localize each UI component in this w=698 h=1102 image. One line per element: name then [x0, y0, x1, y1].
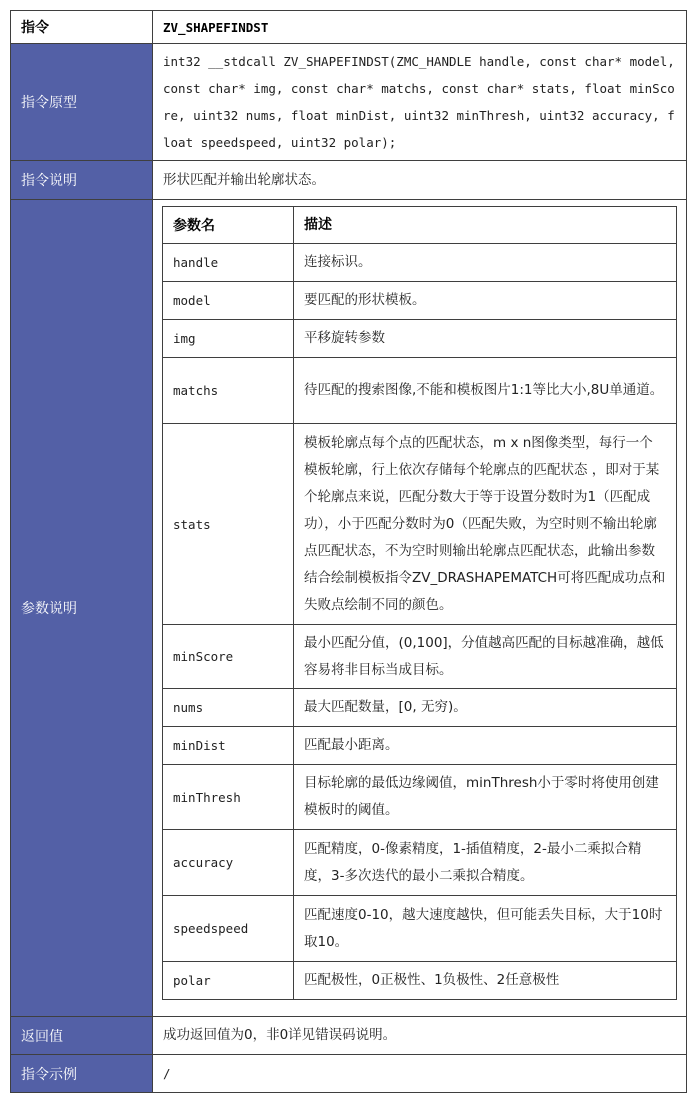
table-row — [163, 765, 677, 830]
table-row — [163, 896, 677, 962]
param-name: minDist — [163, 727, 294, 765]
example-row — [11, 1055, 687, 1093]
params-header-row — [163, 207, 677, 244]
param-desc: 匹配速度0-10，越大速度越快，但可能丢失目标，大于10时取10。 — [294, 896, 677, 962]
param-desc: 匹配精度，0-像素精度，1-插值精度，2-最小二乘拟合精度，3-多次迭代的最小二乘拟合精度。 — [294, 830, 677, 896]
table-row — [163, 424, 677, 625]
returns-text: 成功返回值为0，非0详见错误码说明。 — [153, 1017, 687, 1055]
param-name: model — [163, 282, 294, 320]
param-desc: 待匹配的搜索图像,不能和模板图片1:1等比大小,8U单通道。 — [294, 358, 677, 424]
table-row — [163, 625, 677, 689]
param-desc: 最小匹配分值，(0,100]，分值越高匹配的目标越准确，越低容易将非目标当成目标。 — [294, 625, 677, 689]
param-name: img — [163, 320, 294, 358]
param-desc: 连接标识。 — [294, 244, 677, 282]
param-name: accuracy — [163, 830, 294, 896]
param-name: matchs — [163, 358, 294, 424]
description-label: 指令说明 — [11, 161, 153, 200]
instruction-table — [10, 10, 687, 1093]
params-cell — [153, 200, 687, 1017]
param-name: nums — [163, 689, 294, 727]
description-text: 形状匹配并输出轮廓状态。 — [153, 161, 687, 200]
params-label: 参数说明 — [11, 200, 153, 1017]
returns-label: 返回值 — [11, 1017, 153, 1055]
param-name: handle — [163, 244, 294, 282]
returns-row — [11, 1017, 687, 1055]
param-name: stats — [163, 424, 294, 625]
header-label: 指令 — [11, 11, 153, 44]
table-row — [163, 830, 677, 896]
param-desc: 目标轮廓的最低边缘阈值，minThresh小于零时将使用创建模板时的阈值。 — [294, 765, 677, 830]
param-desc: 匹配最小距离。 — [294, 727, 677, 765]
params-row — [11, 200, 687, 1017]
param-name: polar — [163, 962, 294, 1000]
prototype-row — [11, 44, 687, 161]
param-name: minScore — [163, 625, 294, 689]
instruction-name: ZV_SHAPEFINDST — [153, 11, 687, 44]
param-desc: 模板轮廓点每个点的匹配状态，m x n图像类型，每行一个模板轮廓，行上依次存储每个轮廓点的匹配状态 ，即对于某个轮廓点来说，匹配分数大于等于设置分数时为1（匹配成功），小于匹配分数时为0（匹配失败，为空时则不输出轮廓点匹配状态，不为空时则输出轮廓点匹配状态，此输出参数结合绘制模板指令ZV_DRASHAPEMATCH可将匹配成功点和失败点绘制不同的颜色。 — [294, 424, 677, 625]
table-row — [163, 689, 677, 727]
param-desc-header: 描述 — [294, 207, 677, 244]
params-table — [162, 206, 677, 1000]
description-row — [11, 161, 687, 200]
param-name: minThresh — [163, 765, 294, 830]
param-desc: 平移旋转参数 — [294, 320, 677, 358]
table-row — [163, 962, 677, 1000]
table-row — [163, 358, 677, 424]
param-desc: 最大匹配数量，[0, 无穷)。 — [294, 689, 677, 727]
prototype-text: int32 __stdcall ZV_SHAPEFINDST(ZMC_HANDLE handle, const char* model, const char* img, const char* matchs, const char* stats, float minScore, uint32 nums, float minDist, uint32 minThresh, uint32 accuracy, float speedspeed, uint32 polar); — [153, 44, 687, 161]
table-row — [163, 320, 677, 358]
table-row — [163, 727, 677, 765]
example-text: / — [153, 1055, 687, 1093]
param-desc: 匹配极性，0正极性、1负极性、2任意极性 — [294, 962, 677, 1000]
param-name-header: 参数名 — [163, 207, 294, 244]
header-row — [11, 11, 687, 44]
param-name: speedspeed — [163, 896, 294, 962]
table-row — [163, 244, 677, 282]
prototype-label: 指令原型 — [11, 44, 153, 161]
example-label: 指令示例 — [11, 1055, 153, 1093]
table-row — [163, 282, 677, 320]
param-desc: 要匹配的形状模板。 — [294, 282, 677, 320]
